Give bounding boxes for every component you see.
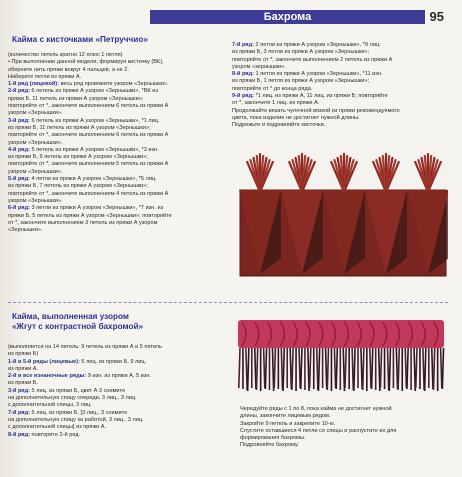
instruction-line	[8, 380, 228, 387]
row-text: цвета, пока изделие не достигнет нужной длины.	[232, 114, 360, 121]
instruction-line	[8, 183, 228, 190]
row-text: (количество петель кратно 12 плюс 1 петля)	[8, 52, 123, 58]
row-text: • При выполнении данной модели, формируя кисточку (ВК),	[8, 59, 164, 66]
row-label: 8-й ряд:	[8, 431, 30, 438]
row-text: Закройте 9 петель и закрепите 10-ю.	[240, 420, 336, 427]
row-text: 6 петель из пряжи А узором «Зернышки», *1 лиц.	[30, 117, 160, 124]
instruction-line	[8, 140, 228, 147]
section1-title: Кайма с кисточками «Петруччио»	[12, 35, 148, 44]
row-text: 2 петли из пряжи А узором «Зернышки», *9 лиц.	[254, 42, 381, 48]
row-text: узором «Зернышки».	[8, 139, 63, 146]
row-text: 3 петли из пряжи А узором «Зернышки», *7 изн. из	[30, 205, 164, 212]
row-text: повторяйте от *, закончите выполнением 2 петель из пряжи А	[232, 56, 393, 63]
row-text: 9 изн. из пряжи А, 5 изн.	[86, 373, 151, 380]
instruction-line	[8, 220, 228, 227]
instruction-line	[8, 161, 228, 168]
row-label: 2-й и все изнаночные ряды:	[8, 373, 87, 380]
instruction-line	[8, 67, 228, 74]
row-text: весь ряд провяжите узором «Зернышки».	[59, 81, 169, 88]
instruction-line	[8, 388, 228, 395]
row-text: пряжи Б, 5 петель из пряжи А узором «Зернышки»; повторяйте	[8, 212, 172, 219]
row-text: *1 лиц. из пряжи А, 11 лиц. из пряжи Б; повторяйте	[254, 93, 388, 100]
page-header	[0, 6, 462, 26]
section2-instructions-left	[8, 344, 228, 439]
header-title-bar	[150, 10, 425, 24]
instruction-line	[8, 344, 228, 351]
row-text: Подровняйте бахрому.	[240, 442, 299, 449]
section-divider	[8, 302, 448, 303]
row-text: Чередуйте ряды с 1 по 8, пока кайма не достигнет нужной	[240, 406, 392, 412]
instruction-line	[232, 57, 454, 64]
instruction-line	[8, 147, 228, 154]
row-text: от *, закончите 1 лиц. из пряжи А.	[232, 100, 320, 107]
instruction-line	[240, 413, 455, 420]
row-text: узором «Зернышки».	[8, 110, 63, 117]
instruction-line	[232, 122, 454, 129]
row-text: из пряжи Б, 9 петель из пряжи А узором «Зернышки»;	[8, 154, 148, 161]
row-text: из пряжи Б, 11 петель из пряжи А узором «Зернышки»;	[8, 124, 151, 131]
row-text: узором «Зернышки».	[8, 168, 63, 175]
instruction-line	[232, 100, 454, 107]
instruction-line	[8, 118, 228, 125]
row-text: узором «зернышки».	[232, 63, 286, 70]
row-text: Подрежьте и подровняйте кисточки.	[232, 122, 326, 129]
instruction-line	[232, 108, 454, 115]
row-label: 7-й ряд:	[232, 42, 254, 48]
instruction-line	[232, 71, 454, 78]
instruction-line	[232, 42, 454, 49]
instruction-line	[240, 421, 455, 428]
row-text: 5 лиц. из пряжи Б, [3 лиц., 3 снимите	[30, 409, 128, 416]
instruction-line	[8, 359, 228, 366]
instruction-line	[8, 132, 228, 139]
row-text: из пряжи Б)	[8, 351, 39, 358]
row-text: 4 петли из пряжи А узором «Зернышки», *5 лиц.	[30, 176, 157, 183]
row-text: на дополнительную спицу спереди, 3 лиц., 3 лиц.	[8, 395, 137, 402]
section1-instructions-left	[8, 52, 228, 234]
row-text: 5 петель из пряжи А узором «Зернышки», *3 изн.	[30, 146, 159, 153]
row-text: оберните нить пряжи вокруг 4 пальцев, а не 2.	[8, 66, 129, 73]
row-text: «Зернышки».	[8, 227, 43, 234]
row-text: повторяйте от * до конца ряда.	[232, 85, 313, 92]
row-text: из пряжи Б, 3 петли из пряжи А узором «Зернышки»;	[232, 49, 370, 56]
instruction-line	[232, 49, 454, 56]
row-text: повторяйте от *, закончите выполнением 6 петель из пряжи А	[8, 132, 169, 139]
row-label: 2-й ряд:	[8, 88, 30, 95]
row-text: с дополнительной спицы] из пряжи А.	[8, 424, 107, 431]
instruction-line	[232, 93, 454, 100]
row-label: 3-й ряд:	[8, 117, 30, 124]
instruction-line	[8, 191, 228, 198]
row-text: 6 петель из пряжи А узором «Зернышки», *ВК из	[30, 88, 158, 95]
instruction-line	[8, 169, 228, 176]
row-text: узором «Зернышки».	[8, 197, 63, 204]
instruction-line	[8, 213, 228, 220]
instruction-line	[8, 227, 228, 234]
row-label: 1-й ряд (лицевой):	[8, 81, 60, 88]
row-text: от *, закончите выполнением 3 петель из пряжи А узором	[8, 219, 158, 226]
row-text: 5 лиц. из пряжи Б, цвет А 3 снимите	[30, 387, 126, 394]
row-text: повторите 2-й ряд.	[30, 431, 81, 438]
instruction-line	[240, 442, 455, 449]
row-text: из пряжи Б.	[8, 380, 38, 387]
instruction-line	[240, 428, 455, 435]
section2-title-line1: Кайма, выполненная узором	[12, 312, 129, 321]
row-label: 1-й и 5-й ряды (лицевые):	[8, 358, 80, 365]
instruction-line	[8, 88, 228, 95]
row-label: 5-й ряд:	[8, 176, 30, 183]
row-text: формирования бахромы.	[240, 435, 306, 442]
row-text: из пряжи Б, 1 петля из пряжи А узором «Зернышки»;	[232, 78, 370, 85]
row-text: с дополнительной спицы, 3 лиц.	[8, 402, 92, 409]
row-text: из пряжи А.	[8, 365, 39, 372]
row-text: (выполняется на 14 петель: 9 петель из пряжи А и 5 петель	[8, 344, 162, 350]
instruction-line	[232, 78, 454, 85]
instruction-line	[8, 103, 228, 110]
row-text: из пряжи Б, 7 петель из пряжи А узором «Зернышки»;	[8, 183, 148, 190]
instruction-line	[232, 86, 454, 93]
row-text: повторяйте от *, закончите выполнением 4 петель из пряжи А	[8, 190, 169, 197]
row-text: 5 лиц. из пряжи Б, 9 лиц.	[79, 358, 147, 365]
instruction-line	[8, 402, 228, 409]
instruction-line	[8, 110, 228, 117]
row-label: 4-й ряд:	[8, 146, 30, 153]
row-text: на дополнительную спицу за работой, 3 лиц., 3 лиц.	[8, 416, 144, 423]
row-label: 7-й ряд:	[8, 409, 30, 416]
instruction-line	[8, 205, 228, 212]
row-text: 1 петля из пряжи А узором «Зернышки», *11 изн.	[254, 71, 383, 78]
row-text: Продолжайте вязать чулочной вязкой из пряжи рекомендуемого	[232, 107, 400, 114]
row-label: 3-й ряд:	[8, 387, 30, 394]
row-text: длины, закончите лицевым рядом.	[240, 413, 331, 420]
section2-instructions-right	[240, 406, 455, 450]
row-text: пряжи Б, 11 петель из пряжи А узором «Зернышки»;	[8, 95, 144, 102]
instruction-line	[8, 410, 228, 417]
row-label: 8-й ряд:	[232, 71, 254, 78]
row-label: 6-й ряд:	[8, 205, 30, 212]
row-text: повторяйте от *, закончите выполнением 5 петель из пряжи А	[8, 161, 169, 168]
cable-fringe-photo	[230, 314, 452, 398]
instruction-line	[8, 176, 228, 183]
instruction-line	[240, 406, 455, 413]
instruction-line	[8, 96, 228, 103]
section1-instructions-right	[232, 42, 454, 130]
instruction-line	[8, 59, 228, 66]
tassel-edging-photo	[238, 148, 448, 278]
row-label: 9-й ряд:	[232, 93, 254, 100]
page-number: 95	[429, 9, 444, 24]
chapter-title: Бахрома	[263, 11, 312, 23]
row-text: Спустите оставшиеся 4 петли со спицы и распустите их для	[240, 427, 397, 434]
section2-title-line2: «Жгут с контрастной бахромой»	[12, 322, 144, 331]
instruction-line	[8, 351, 228, 358]
instruction-line	[8, 424, 228, 431]
instruction-line	[8, 432, 228, 439]
instruction-line	[8, 373, 228, 380]
row-text: Наберите петли из пряжи А.	[8, 73, 82, 80]
row-text: повторяйте от *, закончите выполнением 6 петель из пряжи А	[8, 103, 169, 110]
